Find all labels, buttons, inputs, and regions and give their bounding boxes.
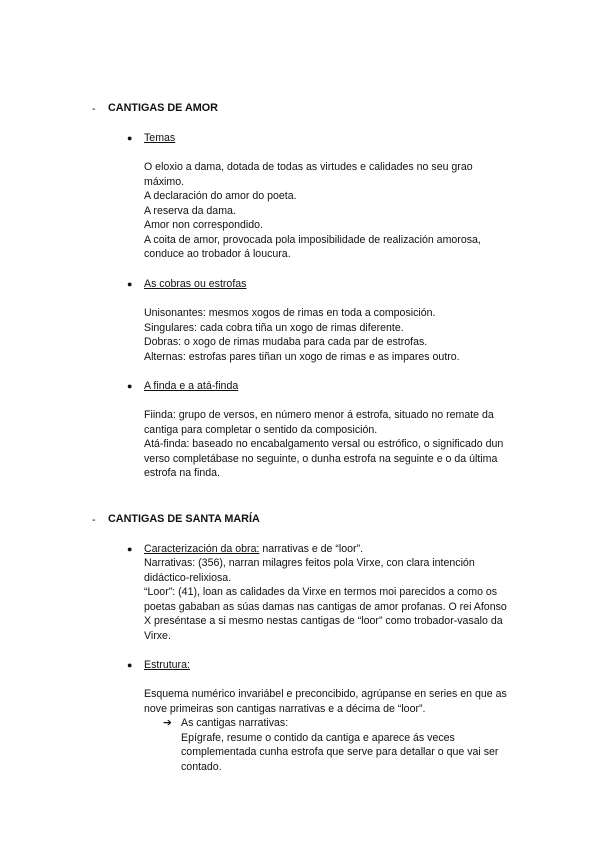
subheading-finda: A finda e a atá-finda bbox=[144, 380, 239, 392]
text-line: Singulares: cada cobra tiña un xogo de rimas diferente. bbox=[144, 322, 404, 334]
subheading-temas: Temas bbox=[144, 132, 176, 144]
text-line: X preséntase a si mesmo nestas cantigas de “loor” como trobador-vasalo da bbox=[144, 615, 503, 627]
bullet-icon: ● bbox=[127, 660, 133, 670]
text-line: nove primeiras son cantigas narrativas e a décima de “loor”. bbox=[144, 703, 426, 715]
text-line: verso completábase no seguinte, o dunha estrofa na seguinte e o da última bbox=[144, 453, 498, 465]
section-dash: - bbox=[92, 514, 96, 526]
text-line: Amor non correspondido. bbox=[144, 219, 263, 231]
text-line: Alternas: estrofas pares tiñan un xogo de rimas e as impares outro. bbox=[144, 351, 460, 363]
text-line: Dobras: o xogo de rimas mudaba para cada par de estrofas. bbox=[144, 336, 428, 348]
subheading-caracterizacion bbox=[144, 542, 363, 556]
subheading-estrutura: Estrutura: bbox=[144, 659, 190, 671]
text-line: Narrativas: (356), narran milagres feitos pola Virxe, con clara intención bbox=[144, 557, 475, 569]
text-line: Fiinda: grupo de versos, en número menor á estrofa, situado no remate da bbox=[144, 409, 494, 421]
subheading-label: Caracterización da obra: bbox=[144, 543, 260, 555]
bullet-icon: ● bbox=[127, 279, 133, 289]
bullet-icon: ● bbox=[127, 381, 133, 391]
section-title: CANTIGAS DE AMOR bbox=[108, 102, 218, 114]
text-line: contado. bbox=[181, 761, 222, 773]
text-line: A declaración do amor do poeta. bbox=[144, 190, 297, 202]
text-line: Unisonantes: mesmos xogos de rimas en toda a composición. bbox=[144, 307, 436, 319]
section-title: CANTIGAS DE SANTA MARÍA bbox=[108, 513, 260, 525]
text-line: didáctico-relixiosa. bbox=[144, 572, 232, 584]
text-line: O eloxio a dama, dotada de todas as virtudes e calidades no seu grao bbox=[144, 161, 473, 173]
text-line: cantiga para completar o sentido da composición. bbox=[144, 424, 378, 436]
text-line: A coita de amor, provocada pola imposibilidade de realización amorosa, bbox=[144, 234, 481, 246]
text-line: Atá-finda: baseado no encabalgamento versal ou estrófico, o significado dun bbox=[144, 438, 504, 450]
text-line: poetas gababan as súas damas nas cantigas de amor profanas. O rei Afonso bbox=[144, 601, 507, 613]
text-line: Epígrafe, resume o contido da cantiga e aparece ás veces bbox=[181, 732, 455, 744]
section-dash: - bbox=[92, 103, 96, 115]
arrow-right-icon: ➔ bbox=[163, 717, 172, 729]
text-line: Esquema numérico invariábel e preconcibido, agrúpanse en series en que as bbox=[144, 688, 507, 700]
subheading-tail: narrativas e de “loor”. bbox=[259, 543, 364, 555]
text-line: complementada cunha estrofa que serve para detallar o que vai ser bbox=[181, 746, 499, 758]
bullet-icon: ● bbox=[127, 544, 133, 554]
subheading-cobras: As cobras ou estrofas bbox=[144, 278, 247, 290]
text-line: estrofa na finda. bbox=[144, 467, 220, 479]
text-line: máximo. bbox=[144, 176, 185, 188]
text-line: Virxe. bbox=[144, 630, 171, 642]
text-line: “Loor”: (41), loan as calidades da Virxe en termos moi parecidos a como os bbox=[144, 586, 498, 598]
text-line: conduce ao trobador á loucura. bbox=[144, 248, 291, 260]
bullet-icon: ● bbox=[127, 133, 133, 143]
text-line: A reserva da dama. bbox=[144, 205, 236, 217]
subitem-heading: As cantigas narrativas: bbox=[181, 717, 289, 729]
